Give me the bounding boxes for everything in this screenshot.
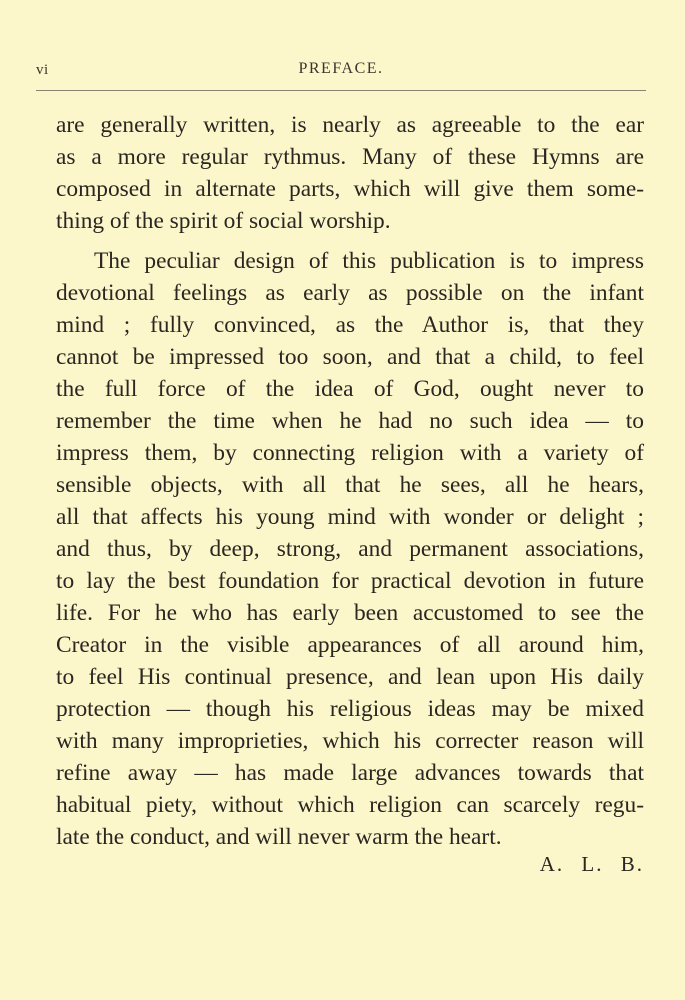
text-line: habitual piety, without which religion can scarcely regu- (56, 792, 644, 818)
text-line: sensible objects, with all that he sees, all he hears, (56, 472, 644, 498)
text-line: protection — though his religious ideas may be mixed (56, 696, 644, 722)
paragraph (56, 245, 644, 853)
paragraph-gap (56, 237, 644, 245)
text-line: mind ; fully convinced, as the Author is, that they (56, 312, 644, 338)
text-line: composed in alternate parts, which will give them some- (56, 176, 644, 202)
text-line: the full force of the idea of God, ought never to (56, 376, 644, 402)
text-line: to lay the best foundation for practical devotion in future (56, 568, 644, 594)
body-text (56, 109, 644, 853)
page-number: vi (36, 62, 49, 78)
paragraph (56, 109, 644, 237)
text-line: refine away — has made large advances towards that (56, 760, 644, 786)
text-line: thing of the spirit of social worship. (56, 208, 391, 234)
text-line: are generally written, is nearly as agreeable to the ear (56, 112, 644, 138)
text-line: as a more regular rythmus. Many of these Hymns are (56, 144, 644, 170)
text-line: Creator in the visible appearances of all around him, (56, 632, 644, 658)
page-header (36, 58, 646, 84)
text-line: The peculiar design of this publication is to impress (94, 248, 644, 274)
text-line: devotional feelings as early as possible on the infant (56, 280, 644, 306)
text-line: with many improprieties, which his correcter reason will (56, 728, 644, 754)
text-line: remember the time when he had no such idea — to (56, 408, 644, 434)
text-line: life. For he who has early been accustomed to see the (56, 600, 644, 626)
text-line: and thus, by deep, strong, and permanent associations, (56, 536, 644, 562)
text-line: to feel His continual presence, and lean upon His daily (56, 664, 644, 690)
running-title: PREFACE. (298, 60, 384, 77)
text-line: cannot be impressed too soon, and that a child, to feel (56, 344, 644, 370)
text-line: impress them, by connecting religion with a variety of (56, 440, 644, 466)
header-rule (36, 90, 646, 91)
text-line: all that affects his young mind with wonder or delight ; (56, 504, 644, 530)
author-initials: A. L. B. (539, 852, 644, 876)
text-line: late the conduct, and will never warm the heart. (56, 824, 502, 850)
